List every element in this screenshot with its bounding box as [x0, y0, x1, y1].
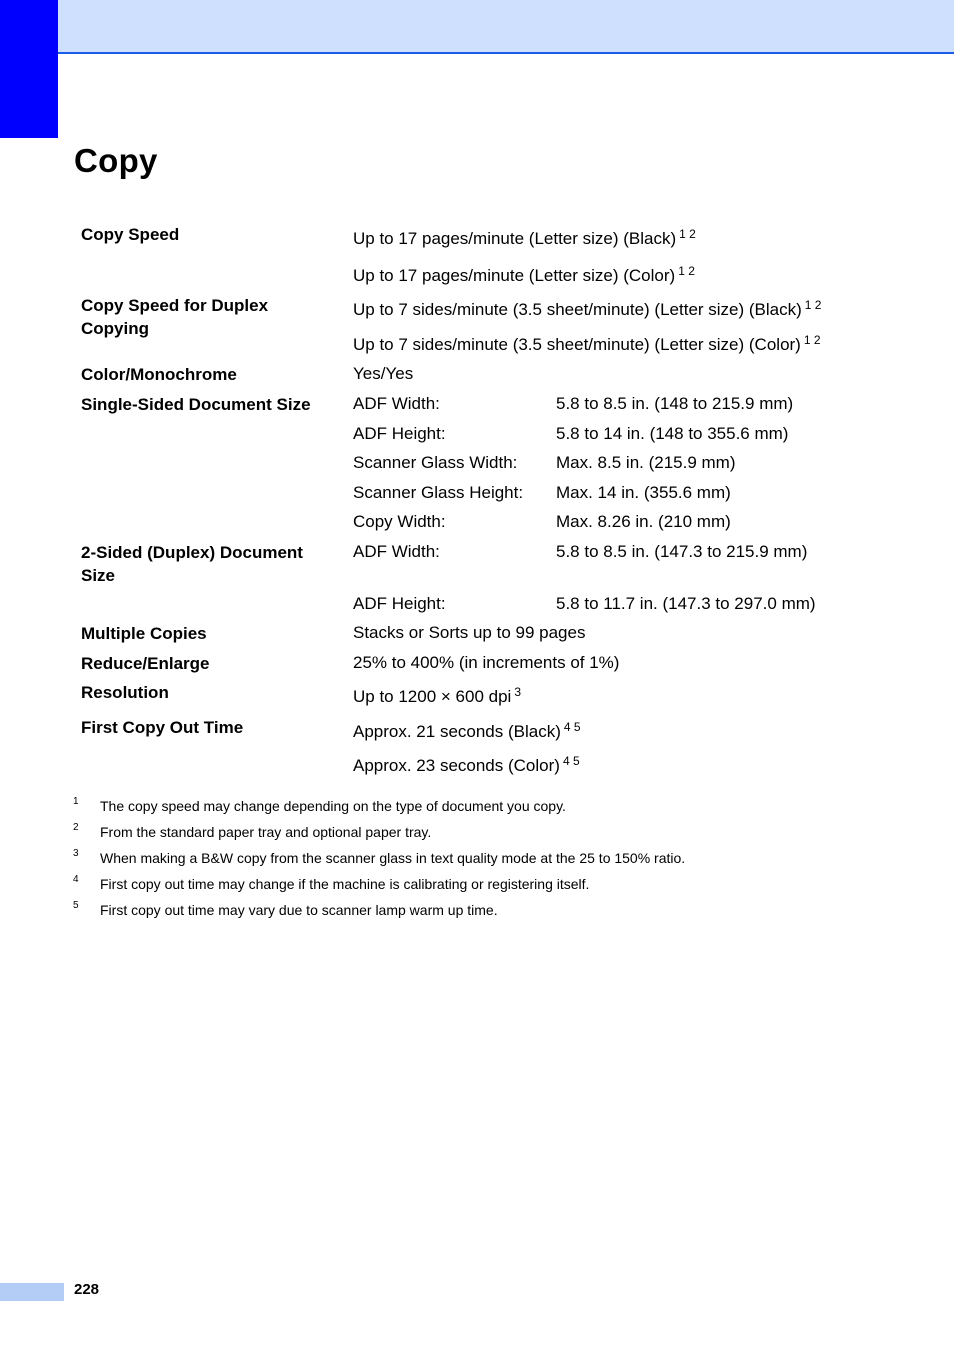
spec-key: ADF Width: — [353, 542, 440, 561]
label-duplex-size: 2-Sided (Duplex) Document Size — [81, 543, 303, 585]
value-first-copy-black: Approx. 21 seconds (Black) $^{4 5}$ — [353, 720, 581, 741]
spec-value: 5.8 to 11.7 in. (147.3 to 297.0 mm) — [556, 594, 816, 613]
value-resolution: Up to 1200 × 600 dpi $^3$ — [353, 685, 522, 706]
footnote-number: 1 — [73, 796, 79, 807]
spec-key: Scanner Glass Height: — [353, 483, 524, 502]
label-reduce-enlarge: Reduce/Enlarge — [81, 654, 210, 673]
chapter-tab-block — [0, 0, 58, 138]
spec-value: 5.8 to 8.5 in. (148 to 215.9 mm) — [556, 394, 794, 413]
value-color-mono: Yes/Yes — [353, 364, 414, 383]
label-resolution: Resolution — [81, 683, 169, 702]
value-duplex-speed-color: Up to 7 sides/minute (3.5 sheet/minute) (Letter size) (Color) $^{1 2}$ — [353, 333, 821, 354]
footnote-text: From the standard paper tray and optional paper tray. — [100, 824, 432, 840]
spec-value: Max. 8.5 in. (215.9 mm) — [556, 453, 736, 472]
page-number: 228 — [74, 1281, 100, 1298]
header-band — [58, 0, 954, 54]
label-first-copy-time: First Copy Out Time — [81, 718, 244, 737]
value-first-copy-color: Approx. 23 seconds (Color) $^{4 5}$ — [353, 754, 580, 775]
footnote-text: The copy speed may change depending on the type of document you copy. — [100, 798, 566, 814]
spec-key: Scanner Glass Width: — [353, 453, 518, 472]
spec-key: ADF Width: — [353, 394, 440, 413]
value-duplex-speed-black: Up to 7 sides/minute (3.5 sheet/minute) (Letter size) (Black) $^{1 2}$ — [353, 298, 822, 319]
value-multiple-copies: Stacks or Sorts up to 99 pages — [353, 623, 586, 642]
label-duplex-speed: Copy Speed for Duplex Copying — [81, 296, 269, 338]
spec-key: Copy Width: — [353, 512, 446, 531]
spec-value: Max. 8.26 in. (210 mm) — [556, 512, 731, 531]
spec-value: 5.8 to 14 in. (148 to 355.6 mm) — [556, 424, 789, 443]
footnote-number: 5 — [73, 900, 79, 911]
footnote-number: 2 — [73, 822, 79, 833]
footer-bar — [0, 1283, 64, 1301]
value-reduce-enlarge: 25% to 400% (in increments of 1%) — [353, 653, 620, 672]
spec-value: Max. 14 in. (355.6 mm) — [556, 483, 731, 502]
label-color-mono: Color/Monochrome — [81, 365, 237, 384]
value-copy-speed-color: Up to 17 pages/minute (Letter size) (Color) $^{1 2}$ — [353, 264, 695, 285]
footnote-text: When making a B&W copy from the scanner glass in text quality mode at the 25 to 150% ratio. — [100, 850, 686, 866]
label-single-sided-size: Single-Sided Document Size — [81, 395, 311, 414]
spec-key: ADF Height: — [353, 594, 446, 613]
spec-value: 5.8 to 8.5 in. (147.3 to 215.9 mm) — [556, 542, 808, 561]
spec-key: ADF Height: — [353, 424, 446, 443]
value-copy-speed-black: Up to 17 pages/minute (Letter size) (Black) $^{1 2}$ — [353, 227, 696, 248]
label-copy-speed: Copy Speed — [81, 225, 180, 244]
footnote-number: 3 — [73, 848, 79, 859]
label-multiple-copies: Multiple Copies — [81, 624, 207, 643]
footnote-text: First copy out time may change if the machine is calibrating or registering itself. — [100, 876, 590, 892]
footnote-number: 4 — [73, 874, 79, 885]
footnote-text: First copy out time may vary due to scanner lamp warm up time. — [100, 902, 498, 918]
page-title: Copy — [74, 142, 158, 179]
